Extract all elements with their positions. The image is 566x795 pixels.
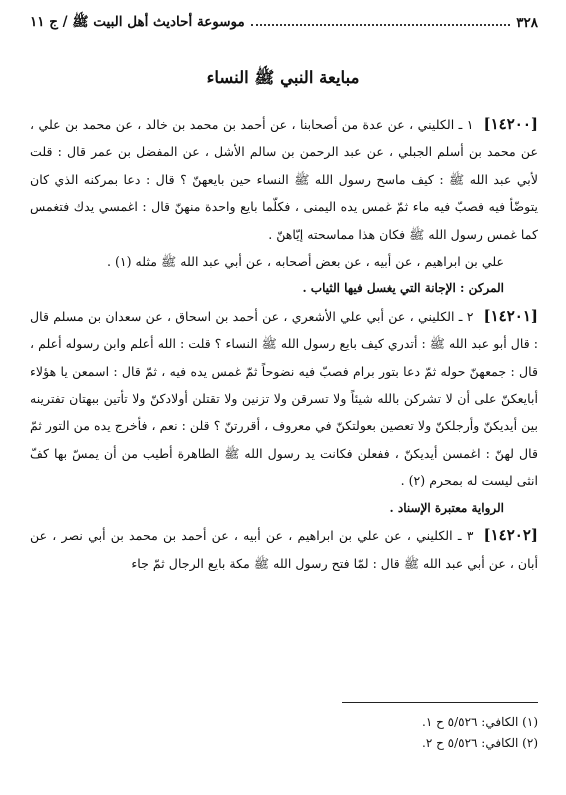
hadith-note: المركن : الإجانة التي يغسل فيها الثياب . [302, 281, 504, 296]
hadith-note: الرواية معتبرة الإسناد . [389, 500, 504, 515]
running-title: موسوعة أحاديث أهل البيت ﷺ / ج ١١ [30, 14, 245, 30]
hadith-text: ١ ـ الكليني ، عن عدة من أصحابنا ، عن أحمد بن محمد بن خالد ، عن محمد بن علي ، عن محمد بن أسلم الجبلي ، عن عبد الرحمن بن سالم الأشل ، عن المفضل بن عمر قال : قلت لأبي عبد الله ﷺ : كيف ماسح رسول الله ﷺ النساء حين بايعهنّ ؟ قال : دعا بمركنه الذي كان يتوضّأ فيه فصبّ فيه ماء ثمّ غمس يده اليمنى ، فكلّما بايع واحدة منهنّ قال : اغمسي يدك فتغمس كما غمس رسول الله ﷺ فكان هذا مماسحته إيّاهنّ . [30, 117, 538, 242]
hadith-text: ٣ ـ الكليني ، عن علي بن ابراهيم ، عن أبيه ، عن أحمد بن محمد بن أبي نصر ، عن أبان ، عن أبي عبد الله ﷺ قال : لمّا فتح رسول الله ﷺ مكة بايع الرجال ثمّ جاء [30, 528, 538, 571]
footnote: (٢) الكافي: ٥/٥٢٦ ح ٢. [422, 736, 538, 750]
running-header [30, 12, 538, 34]
hadith-number: [١٤٢٠٢] [483, 526, 538, 545]
hadith-paragraph [30, 303, 538, 495]
page-number: ٣٢٨ [516, 15, 538, 31]
page-body [30, 111, 538, 577]
footnote-separator [342, 702, 538, 703]
hadith-number: [١٤٢٠٠] [483, 115, 538, 133]
header-dotted-leader [251, 24, 510, 26]
footnote: (١) الكافي: ٥/٥٢٦ ح ١. [422, 715, 538, 729]
hadith-paragraph [30, 522, 538, 577]
hadith-text: ٢ ـ الكليني ، عن أبي علي الأشعري ، عن أحمد بن اسحاق ، عن سعدان بن مسلم قال : قال أبو عبد الله ﷺ : أتدري كيف بايع رسول الله ﷺ النساء ؟ قلت : الله أعلم وابن رسوله أعلم ، قال : جمعهنّ حوله ثمّ دعا بتور برام فصبّ فيه نضوحاً ثمّ غمس يده فيه ، ثمّ قال : اسمعن يا هؤلاء أبايعكنّ على أن لا تشركن بالله شيئاً ولا تسرقن ولا تزنين ولا تقتلن أولادكنّ ولا تأتين ببهتان تفترينه بين أيديكنّ وأرجلكنّ ولا تعصين بعولتكنّ في معروف ، أقررتنّ ؟ قلن : نعم ، فأخرج يده من التور ثمّ قال لهنّ : اغمسن أيديكنّ ، ففعلن فكانت يد رسول الله ﷺ الطاهرة أطيب من أن يمسّ بها كفّ انثى ليست له بمحرم (٢) . [30, 308, 538, 489]
alternate-chain: علي بن ابراهيم ، عن أبيه ، عن بعض أصحابه ، عن أبي عبد الله ﷺ مثله (١) . [106, 254, 504, 270]
hadith-number: [١٤٢٠١] [483, 306, 538, 325]
section-title: مبايعة النبي ﷺ النساء [206, 68, 360, 87]
hadith-paragraph [30, 111, 538, 248]
